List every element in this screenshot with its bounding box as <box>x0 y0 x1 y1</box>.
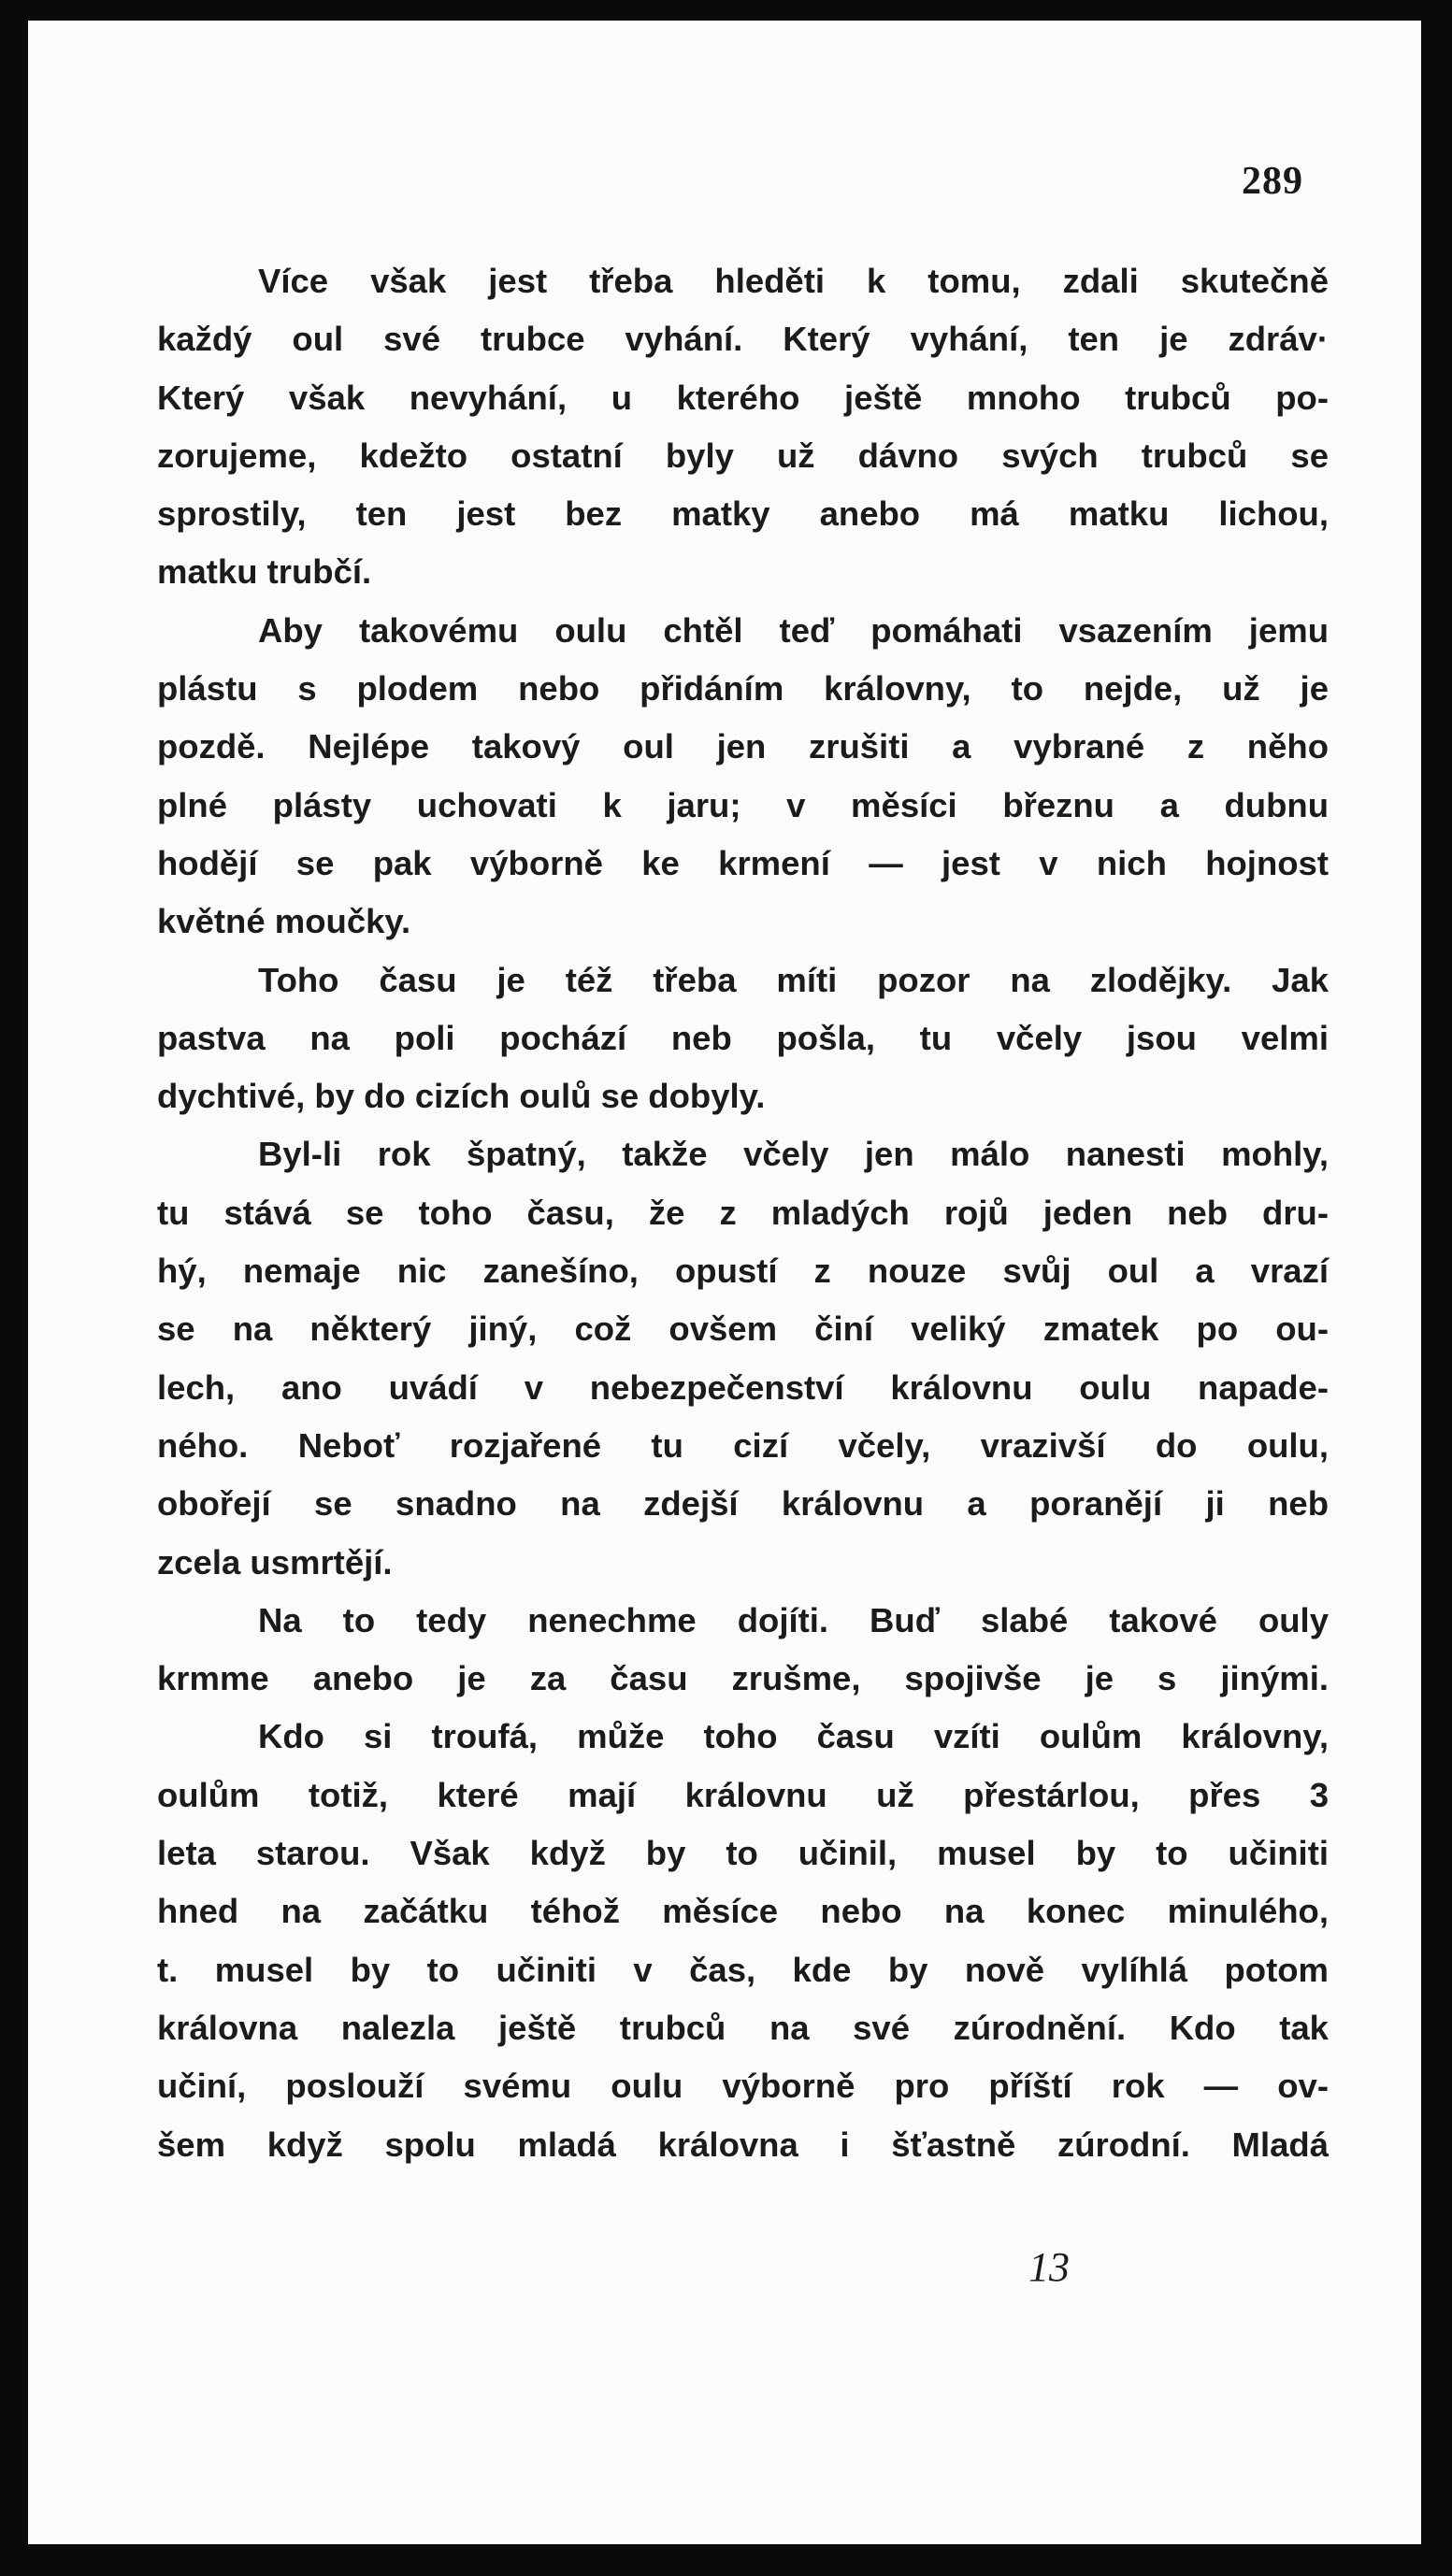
text-line: hý, nemaje nic zanešíno, opustí z nouze svůj oul a vrazí <box>157 1252 1329 1291</box>
text-line: Aby takovému oulu chtěl teď pomáhati vsazením jemu <box>258 610 1329 650</box>
body-text <box>157 252 1329 2174</box>
text-line: Více však jest třeba hleděti k tomu, zdali skutečně <box>258 262 1329 300</box>
text-line: Na to tedy nenechme dojíti. Buď slabé takové ouly <box>258 1600 1329 1639</box>
text-line: květné moučky. <box>157 902 411 941</box>
text-line: ného. Neboť rozjařené tu cizí včely, vrazivší do oulu, <box>157 1425 1329 1465</box>
text-line: Kdo si troufá, může toho času vzíti oulům královny, <box>258 1717 1329 1756</box>
text-line: hned na začátku téhož měsíce nebo na konec minulého, <box>157 1892 1329 1931</box>
text-line: pozdě. Nejlépe takový oul jen zrušiti a vybrané z něho <box>157 727 1329 766</box>
text-line: se na některý jiný, což ovšem činí veliký zmatek po ou- <box>157 1309 1329 1349</box>
text-line: zcela usmrtějí. <box>157 1542 393 1581</box>
text-line: královna nalezla ještě trubců na své zúrodnění. Kdo tak <box>157 2008 1329 2047</box>
text-line: plné plásty uchovati k jaru; v měsíci březnu a dubnu <box>157 785 1329 824</box>
text-line: šem když spolu mladá královna i šťastně zúrodní. Mladá <box>157 2125 1329 2164</box>
page-number: 289 <box>1242 160 1303 203</box>
text-line: zorujeme, kdežto ostatní byly už dávno svých trubců se <box>157 436 1329 475</box>
text-line: Byl-li rok špatný, takže včely jen málo nanesti mohly, <box>258 1135 1329 1174</box>
text-line: oulům totiž, které mají královnu už přestárlou, přes 3 <box>157 1775 1329 1814</box>
text-line: dychtivé, by do cizích oulů se dobyly. <box>157 1077 766 1116</box>
text-line: plástu s plodem nebo přidáním královny, to nejde, už je <box>157 669 1329 708</box>
text-line: Toho času je též třeba míti pozor na zlodějky. Jak <box>258 960 1329 999</box>
text-line: obořejí se snadno na zdejší královnu a poranějí ji neb <box>157 1484 1329 1524</box>
text-line: tu stává se toho času, že z mladých rojů jeden neb dru- <box>157 1193 1329 1232</box>
text-line: matku trubčí. <box>157 552 372 592</box>
text-line: sprostily, ten jest bez matky anebo má matku lichou, <box>157 494 1329 534</box>
signature-mark: 13 <box>1028 2244 1070 2290</box>
text-line: pastva na poli pochází neb pošla, tu včely jsou velmi <box>157 1018 1329 1057</box>
text-line: krmme anebo je za času zrušme, spojivše je s jinými. <box>157 1659 1329 1698</box>
text-line: hodějí se pak výborně ke krmení — jest v nich hojnost <box>157 843 1329 882</box>
book-page <box>28 21 1421 2544</box>
text-line: učiní, poslouží svému oulu výborně pro příští rok — ov- <box>157 2067 1329 2106</box>
text-line: Který však nevyhání, u kterého ještě mnoho trubců po- <box>157 378 1329 417</box>
text-line: každý oul své trubce vyhání. Který vyhání, ten je zdráv· <box>157 320 1329 359</box>
text-line: leta starou. Však když by to učinil, musel by to učiniti <box>157 1834 1329 1873</box>
text-line: t. musel by to učiniti v čas, kde by nově vylíhlá potom <box>157 1950 1329 1989</box>
text-line: lech, ano uvádí v nebezpečenství královnu oulu napade- <box>157 1367 1329 1407</box>
